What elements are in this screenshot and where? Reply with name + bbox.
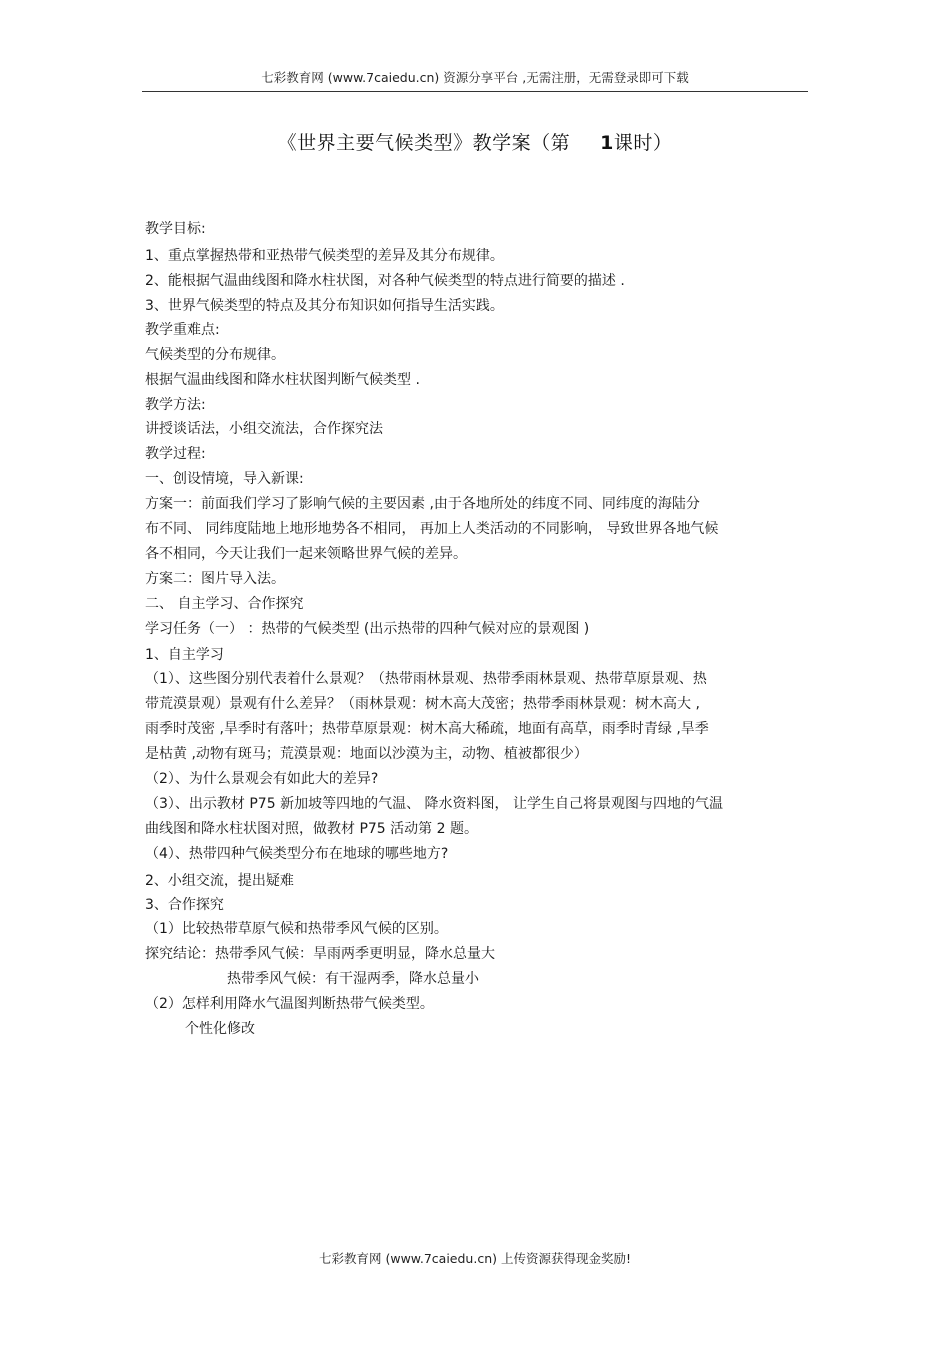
paragraph-line: 曲线图和降水柱状图对照，做教材 P75 活动第 2 题。 [145,821,478,837]
goal-item: 1、重点掌握热带和亚热带气候类型的差异及其分布规律。 [145,248,504,264]
subsection-heading: 2、小组交流，提出疑难 [145,873,294,889]
goal-item: 2、能根据气温曲线图和降水柱状图，对各种气候类型的特点进行简要的描述 . [145,273,625,289]
header-divider [142,91,808,92]
paragraph-line: （1）比较热带草原气候和热带季风气候的区别。 [145,921,448,937]
subsection-heading: 1、自主学习 [145,647,224,663]
section-heading: 教学重难点: [145,322,220,338]
title-number: 1 [600,132,614,154]
paragraph-line: 带荒漠景观）景观有什么差异？（雨林景观：树木高大茂密；热带季雨林景观：树木高大 , [145,696,700,712]
title-text: 《世界主要气候类型》教学案（第 [277,132,571,154]
page-footer: 七彩教育网 (www.7caiedu.cn) 上传资源获得现金奖励! [319,1251,631,1266]
paragraph-line: （1）、这些图分别代表着什么景观？（热带雨林景观、热带季雨林景观、热带草原景观、热 [145,671,707,687]
page-header: 七彩教育网 (www.7caiedu.cn) 资源分享平台 ,无需注册，无需登录即可下载 [261,70,689,85]
paragraph-line: 方案二：图片导入法。 [145,571,285,587]
paragraph-line: 一、创设情境，导入新课: [145,471,304,487]
paragraph-line: 各不相同，今天让我们一起来领略世界气候的差异。 [145,546,467,562]
paragraph-line: 是枯黄 ,动物有斑马；荒漠景观：地面以沙漠为主，动物、植被都很少） [145,746,588,762]
paragraph-line: 气候类型的分布规律。 [145,347,285,363]
paragraph-line: 个性化修改 [185,1021,255,1037]
paragraph-line: （2）怎样利用降水气温图判断热带气候类型。 [145,996,434,1012]
paragraph-line: 学习任务（一） ：热带的气候类型 (出示热带的四种气候对应的景观图 ) [145,621,590,637]
paragraph-line: 根据气温曲线图和降水柱状图判断气候类型 . [145,372,420,388]
paragraph-line: 布不同、 同纬度陆地上地形地势各不相同， 再加上人类活动的不同影响， 导致世界各地气候 [145,521,719,537]
paragraph-line: 探究结论：热带季风气候：旱雨两季更明显，降水总量大 [145,946,495,962]
section-heading: 二、 自主学习、合作探究 [145,596,304,612]
section-heading: 教学目标: [145,221,206,237]
subsection-heading: 3、合作探究 [145,897,224,913]
section-heading: 教学过程: [145,446,206,462]
goal-item: 3、世界气候类型的特点及其分布知识如何指导生活实践。 [145,298,504,314]
paragraph-line: 热带季风气候：有干湿两季，降水总量小 [227,971,479,987]
paragraph-line: （3）、出示教材 P75 新加坡等四地的气温、 降水资料图， 让学生自己将景观图与四地的气温 [145,796,723,812]
title-suffix: 课时） [613,132,673,154]
paragraph-line: （2）、为什么景观会有如此大的差异? [145,771,379,787]
paragraph-line: （4）、热带四种气候类型分布在地球的哪些地方? [145,846,449,862]
paragraph-line: 雨季时茂密 ,旱季时有落叶；热带草原景观：树木高大稀疏，地面有高草，雨季时青绿 ,旱季 [145,721,709,737]
paragraph-line: 讲授谈话法，小组交流法，合作探究法 [145,421,383,437]
document-title [0,128,950,155]
section-heading: 教学方法: [145,397,206,413]
paragraph-line: 方案一：前面我们学习了影响气候的主要因素 ,由于各地所处的纬度不同、同纬度的海陆分 [145,496,700,512]
